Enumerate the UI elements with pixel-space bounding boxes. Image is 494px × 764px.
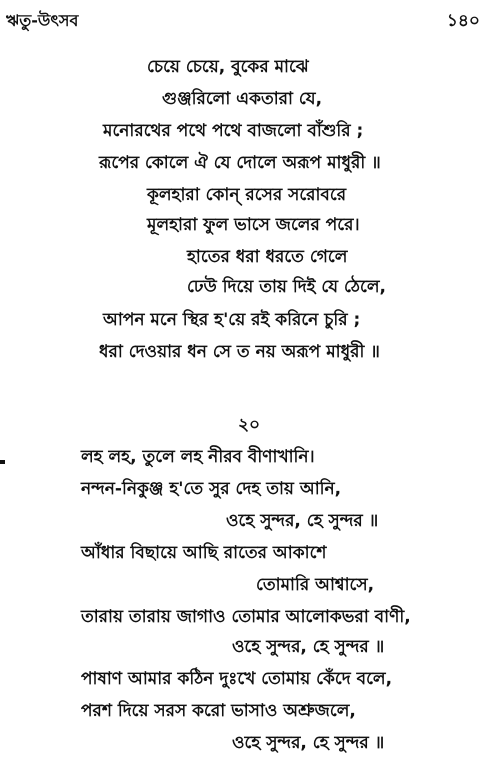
poem-line: আপন মনে স্থির হ'য়ে রই করিনে চুরি ;: [103, 310, 361, 330]
poem-line: লহ লহ, তুলে লহ নীরব বীণাখানি।: [81, 447, 315, 467]
poem-line: রূপের কোলে ঐ যে দোলে অরূপ মাধুরী ॥: [99, 153, 381, 173]
margin-mark: [0, 460, 5, 464]
poem-number: ২০: [238, 415, 261, 435]
poem-line: পরশ দিয়ে সরস করো ভাসাও অশ্রুজলে,: [81, 701, 356, 721]
poem-line: ঢেউ দিয়ে তায় দিই যে ঠেলে,: [187, 277, 386, 297]
poem-line: পাষাণ আমার কঠিন দুঃখে তোমায় কেঁদে বলে,: [81, 669, 393, 689]
poem-line: আঁধার বিছায়ে আছি রাতের আকাশে: [81, 543, 327, 563]
poem-line: ধরা দেওয়ার ধন সে ত নয় অরূপ মাধুরী ॥: [99, 342, 380, 362]
poem-line: হাতের ধরা ধরতে গেলে: [187, 247, 348, 267]
poem-line: চেয়ে চেয়ে, বুকের মাঝে: [147, 57, 309, 77]
poem-line: মনোরথের পথে পথে বাজলো বাঁশুরি ;: [103, 121, 364, 141]
poem-line: ওহে সুন্দর, হে সুন্দর ॥: [232, 733, 385, 753]
poem-line: কূলহারা কোন্ রসের সরোবরে: [147, 185, 347, 205]
poem-line: নন্দন-নিকুঞ্জ হ'তে সুর দেহ তায় আনি,: [81, 479, 342, 499]
running-header-title: ঋতু-উৎসব: [6, 11, 79, 30]
poem-line: মূলহারা ফুল ভাসে জলের পরে।: [147, 215, 360, 235]
poem-line: তারায় তারায় জাগাও তোমার আলোকভরা বাণী,: [81, 607, 411, 627]
poem-line: ওহে সুন্দর, হে সুন্দর ॥: [226, 511, 379, 531]
poem-line: ওহে সুন্দর, হে সুন্দর ॥: [232, 637, 385, 657]
page-number: ১৪০: [446, 11, 480, 31]
poem-line: গুঞ্জরিলো একতারা যে,: [162, 89, 323, 109]
poem-line: তোমারি আশ্বাসে,: [256, 575, 375, 595]
